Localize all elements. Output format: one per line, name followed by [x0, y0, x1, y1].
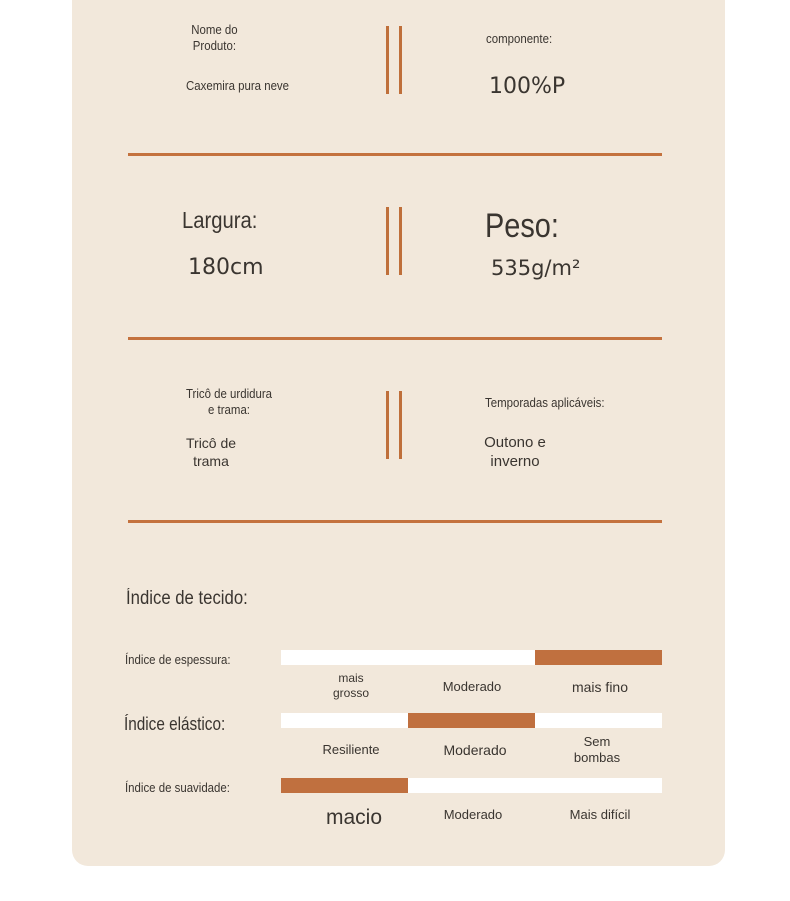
component-label: componente: — [486, 31, 553, 46]
elasticity-index-bar — [281, 713, 662, 728]
elasticity-index-label: Índice elástico: — [124, 714, 226, 734]
knit-type-label: Tricô de urdidura e trama: — [185, 386, 273, 418]
weight-value: 535g/m² — [491, 256, 581, 280]
section-divider-3 — [128, 520, 662, 523]
softness-option-harder: Mais difícil — [569, 807, 631, 822]
section-divider-2 — [128, 337, 662, 340]
component-value: 100%P — [489, 74, 566, 99]
elasticity-option-no-stretch: Sem bombas — [573, 734, 621, 766]
elasticity-option-resilient: Resiliente — [322, 742, 380, 757]
width-label: Largura: — [182, 207, 258, 233]
knit-type-value: Tricô de trama — [186, 435, 237, 469]
softness-index-label: Índice de suavidade: — [125, 780, 230, 795]
seasons-label: Temporadas aplicáveis: — [485, 395, 605, 410]
softness-option-soft: macio — [325, 806, 383, 829]
divider-bar-right — [399, 207, 402, 275]
divider-bar-left — [386, 207, 389, 275]
divider-bar-left — [386, 26, 389, 94]
thickness-index-fill — [535, 650, 662, 665]
width-value: 180cm — [188, 255, 264, 280]
product-name-label: Nome do Produto: — [191, 22, 238, 54]
thickness-index-label: Índice de espessura: — [125, 652, 231, 667]
divider-bar-right — [399, 391, 402, 459]
elasticity-index-fill — [408, 713, 535, 728]
softness-index-fill — [281, 778, 408, 793]
thickness-option-moderate: Moderado — [442, 679, 502, 694]
elasticity-option-moderate: Moderado — [443, 742, 507, 758]
thickness-index-bar — [281, 650, 662, 665]
product-name-value: Caxemira pura neve — [186, 78, 290, 93]
section-divider-1 — [128, 153, 662, 156]
thickness-option-thicker: mais grosso — [332, 671, 370, 700]
softness-index-bar — [281, 778, 662, 793]
divider-bar-right — [399, 26, 402, 94]
thickness-option-thinner: mais fino — [571, 679, 629, 695]
fabric-index-title: Índice de tecido: — [126, 588, 248, 609]
softness-option-moderate: Moderado — [443, 807, 503, 822]
divider-bar-left — [386, 391, 389, 459]
weight-label: Peso: — [485, 207, 559, 245]
seasons-value: Outono e inverno — [484, 434, 546, 470]
